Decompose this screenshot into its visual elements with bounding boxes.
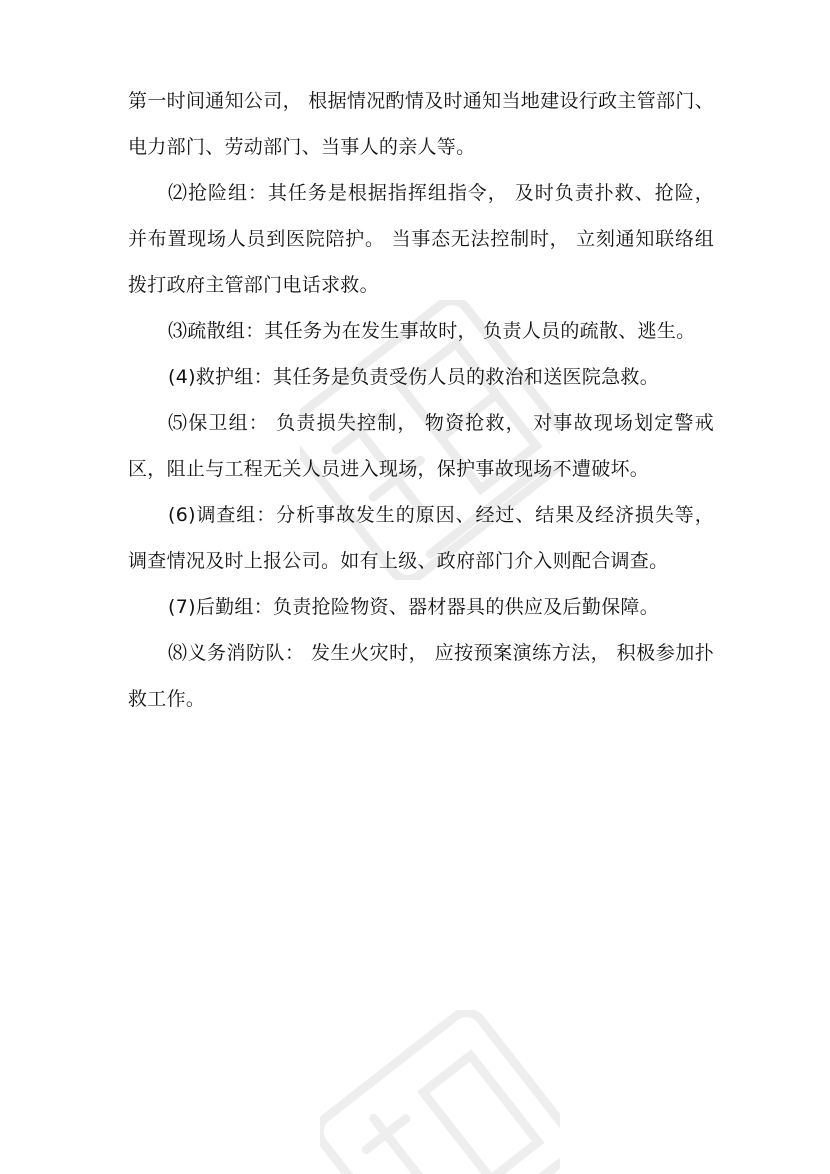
paragraph-fire-brigade: ⑻义务消防队： 发生火灾时， 应按预案演练方法， 积极参加扑救工作。 (128, 642, 714, 710)
watermark-logo-bottom (320, 1010, 560, 1174)
paragraph-logistics-group: (7)后勤组：负责抢险物资、器材器具的供应及后勤保障。 (168, 596, 660, 618)
paragraph-evacuation-group: ⑶疏散组：其任务为在发生事故时， 负责人员的疏散、逃生。 (168, 320, 696, 342)
paragraph-investigation-group: (6)调查组：分析事故发生的原因、经过、结果及经济损失等，调查情况及时上报公司。如有上级、政府部门介入则配合调查。 (128, 504, 714, 572)
document-body (128, 78, 714, 722)
paragraph-rescue-group: ⑵抢险组：其任务是根据指挥组指令， 及时负责扑救、抢险，并布置现场人员到医院陪护。 当事态无法控制时， 立刻通知联络组拨打政府主管部门电话求救。 (128, 182, 714, 296)
paragraph-notify: 第一时间通知公司， 根据情况酌情及时通知当地建设行政主管部门、电力部门、劳动部门、当事人的亲人等。 (128, 90, 714, 158)
paragraph-medical-group: (4)救护组：其任务是负责受伤人员的救治和送医院急救。 (168, 366, 660, 388)
paragraph-security-group: ⑸保卫组： 负责损失控制， 物资抢救， 对事故现场划定警戒区，阻止与工程无关人员进入现场，保护事故现场不遭破坏。 (128, 412, 714, 480)
